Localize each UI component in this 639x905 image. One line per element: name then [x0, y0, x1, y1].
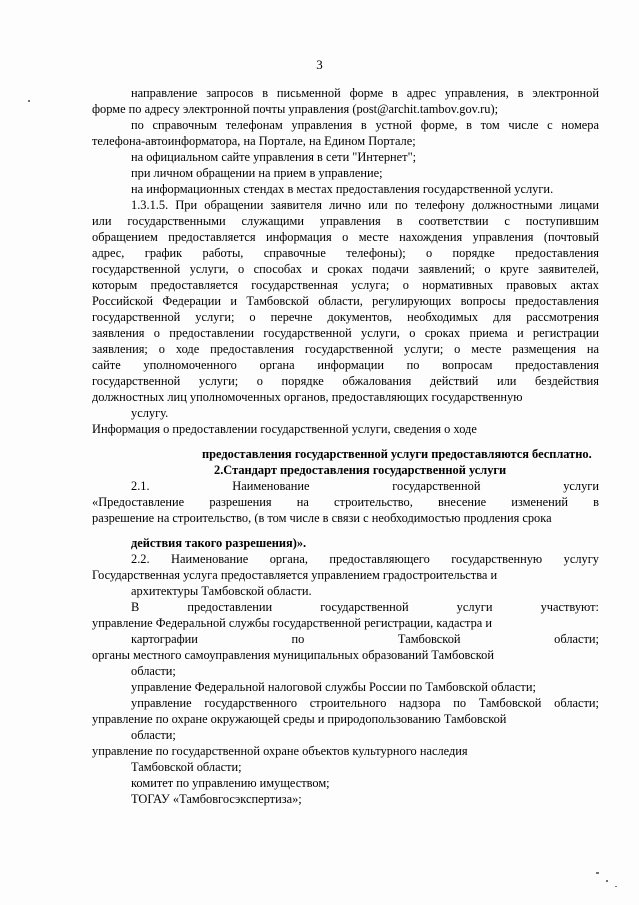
paragraph-line: картографии по Тамбовской области;: [131, 632, 599, 646]
paragraph-line: «Предоставление разрешения на строительство, внесение изменений в: [92, 495, 599, 509]
paragraph-line: разрешение на строительство, (в том числе в связи с необходимостью продления срока: [92, 511, 552, 525]
paragraph-line: органы местного самоуправления муниципальных образований Тамбовской: [92, 648, 495, 662]
paragraph-line: Государственная услуга предоставляется управлением градостроительства и: [92, 568, 498, 582]
paragraph-line: направление запросов в письменной форме в адрес управления, в электронной: [131, 86, 599, 100]
scan-speck: [606, 880, 608, 882]
paragraph-line: которым предоставляется государственная услуга; о нормативных правовых актах: [92, 278, 599, 292]
subsection-heading: действия такого разрешения)».: [131, 536, 307, 550]
paragraph-line: управление по охране окружающей среды и природопользованию Тамбовской: [92, 712, 507, 726]
paragraph-line: области;: [131, 664, 176, 678]
section-heading: предоставления государственной услуги предоставляются бесплатно.: [202, 447, 592, 461]
paragraph-line: заявления; о ходе предоставления государственной услуги; о месте размещения на: [92, 342, 599, 356]
paragraph-line: управление Федеральной налоговой службы России по Тамбовской области;: [131, 680, 536, 694]
paragraph-line: государственной услуги; о порядке обжалования действий или бездействия: [92, 374, 599, 388]
paragraph-line: Российской Федерации и Тамбовской области, регулирующих вопросы предоставления: [92, 294, 599, 308]
paragraph-line: 1.3.1.5. При обращении заявителя лично или по телефону должностными лицами: [131, 198, 599, 212]
paragraph-line: управление Федеральной службы государственной регистрации, кадастра и: [92, 616, 492, 630]
paragraph-line: на информационных стендах в местах предоставления государственной услуги.: [131, 182, 554, 196]
paragraph-line: архитектуры Тамбовской области.: [131, 584, 312, 598]
paragraph-line: на официальном сайте управления в сети "Интернет";: [131, 150, 417, 164]
paragraph-line: государственной услуги, о способах и сроках подачи заявлений; о круге заявителей,: [92, 262, 599, 276]
paragraph-line: обращением предоставляется информация о месте нахождения управления (почтовый: [92, 230, 599, 244]
paragraph-line: телефона-автоинформатора, на Портале, на Едином Портале;: [92, 134, 416, 148]
paragraph-line: должностных лиц уполномоченных органов, предоставляющих государственную: [92, 390, 523, 404]
paragraph-line: Информация о предоставлении государственной услуги, сведения о ходе: [92, 422, 477, 436]
paragraph-line: сайте уполномоченного органа информации по вопросам предоставления: [92, 358, 599, 372]
paragraph-line: при личном обращении на прием в управление;: [131, 166, 383, 180]
paragraph-line: Тамбовской области;: [131, 760, 242, 774]
paragraph-line: В предоставлении государственной услуги участвуют:: [131, 600, 599, 614]
scan-speck: [28, 100, 30, 102]
page-number: 3: [316, 57, 323, 72]
scan-speck: [615, 886, 617, 887]
paragraph-line: 2.1. Наименование государственной услуги: [131, 479, 599, 493]
paragraph-line: области;: [131, 728, 176, 742]
paragraph-line: форме по адресу электронной почты управления (post@archit.tambov.gov.ru);: [92, 102, 499, 116]
paragraph-line: ТОГАУ «Тамбовгосэкспертиза»;: [131, 792, 302, 806]
paragraph-line: управление по государственной охране объектов культурного наследия: [92, 744, 468, 758]
paragraph-line: услугу.: [131, 406, 169, 420]
paragraph-line: 2.2. Наименование органа, предоставляющего государственную услугу: [131, 552, 599, 566]
paragraph-line: заявления о предоставлении государственной услуги, о сроках приема и регистрации: [92, 326, 599, 340]
scan-speck: [596, 872, 599, 874]
subsection-heading: 2.Стандарт предоставления государственной услуги: [214, 463, 507, 477]
paragraph-line: или государственными служащими управления в соответствии с поступившим: [92, 214, 599, 228]
paragraph-line: адрес, график работы, справочные телефоны); о порядке предоставления: [92, 246, 599, 260]
paragraph-line: государственной услуги; о перечне документов, необходимых для рассмотрения: [92, 310, 599, 324]
paragraph-line: по справочным телефонам управления в устной форме, в том числе с номера: [131, 118, 599, 132]
paragraph-line: управление государственного строительного надзора по Тамбовской области;: [131, 696, 599, 710]
paragraph-line: комитет по управлению имуществом;: [131, 776, 330, 790]
